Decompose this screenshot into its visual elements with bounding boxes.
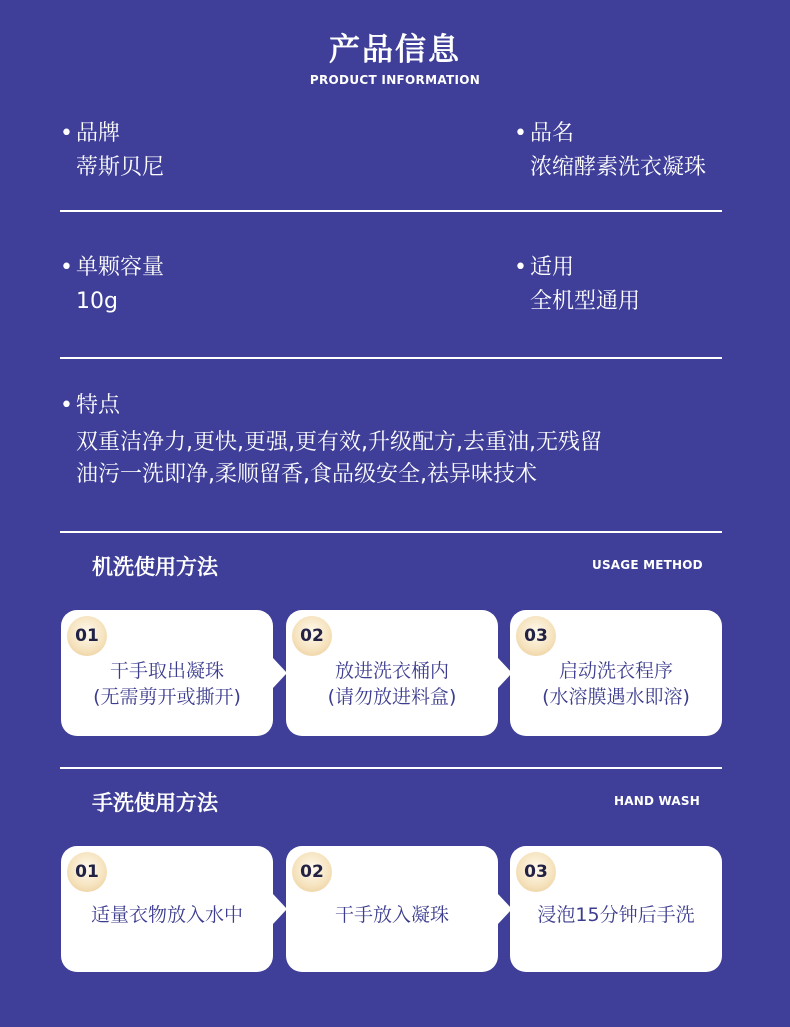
step-number-badge: 01 (67, 852, 107, 892)
field-brand (60, 119, 164, 183)
step-number-badge: 02 (292, 852, 332, 892)
field-name (514, 119, 706, 183)
machine-step-card (61, 610, 273, 736)
field-weight-label: 单颗容量 (76, 255, 165, 280)
machine-wash-title-en: USAGE METHOD (592, 558, 703, 572)
step-number-badge: 02 (292, 616, 332, 656)
field-features-line: 双重洁净力,更快,更强,更有效,升级配方,去重油,无残留 (76, 430, 602, 455)
divider (60, 531, 722, 533)
step-text: 启动洗衣程序 (水溶膜遇水即溶) (542, 660, 690, 708)
hand-wash-title-en: HAND WASH (614, 794, 700, 808)
divider (60, 767, 722, 769)
hand-wash-title: 手洗使用方法 (92, 791, 218, 815)
hand-step-card (510, 846, 722, 972)
chevron-right-icon (273, 894, 287, 924)
field-features (60, 391, 602, 491)
field-usage (514, 253, 640, 317)
bullet-icon: • (60, 121, 73, 146)
machine-wash-title: 机洗使用方法 (92, 555, 218, 579)
chevron-right-icon (273, 658, 287, 688)
step-text: 放进洗衣桶内 (请勿放进料盒) (327, 660, 457, 708)
step-text: 浸泡15分钟后手洗 (537, 904, 695, 926)
hand-step-card (286, 846, 498, 972)
step-number-badge: 03 (516, 852, 556, 892)
bullet-icon: • (60, 393, 73, 418)
machine-step-card (510, 610, 722, 736)
field-usage-label: 适用 (530, 255, 575, 280)
step-text: 干手取出凝珠 (无需剪开或撕开) (93, 660, 241, 708)
step-number-badge: 03 (516, 616, 556, 656)
field-features-label: 特点 (76, 393, 121, 418)
step-number-badge: 01 (67, 616, 107, 656)
field-name-label: 品名 (530, 121, 575, 146)
bullet-icon: • (60, 255, 73, 280)
field-brand-label: 品牌 (76, 121, 121, 146)
bullet-icon: • (514, 255, 527, 280)
hand-step-card (61, 846, 273, 972)
field-usage-value: 全机型通用 (530, 289, 641, 314)
divider (60, 357, 722, 359)
page-subtitle: PRODUCT INFORMATION (309, 73, 481, 87)
field-features-line: 油污一洗即净,柔顺留香,食品级安全,祛异味技术 (76, 462, 537, 487)
field-brand-value: 蒂斯贝尼 (76, 155, 165, 180)
field-weight-value: 10g (76, 289, 118, 314)
divider (60, 210, 722, 212)
step-text: 干手放入凝珠 (334, 904, 449, 926)
step-text: 适量衣物放入水中 (90, 904, 243, 926)
page-header (0, 30, 790, 87)
bullet-icon: • (514, 121, 527, 146)
machine-step-card (286, 610, 498, 736)
field-weight (60, 253, 164, 317)
page-title: 产品信息 (329, 32, 461, 68)
field-name-value: 浓缩酵素洗衣凝珠 (530, 155, 707, 180)
